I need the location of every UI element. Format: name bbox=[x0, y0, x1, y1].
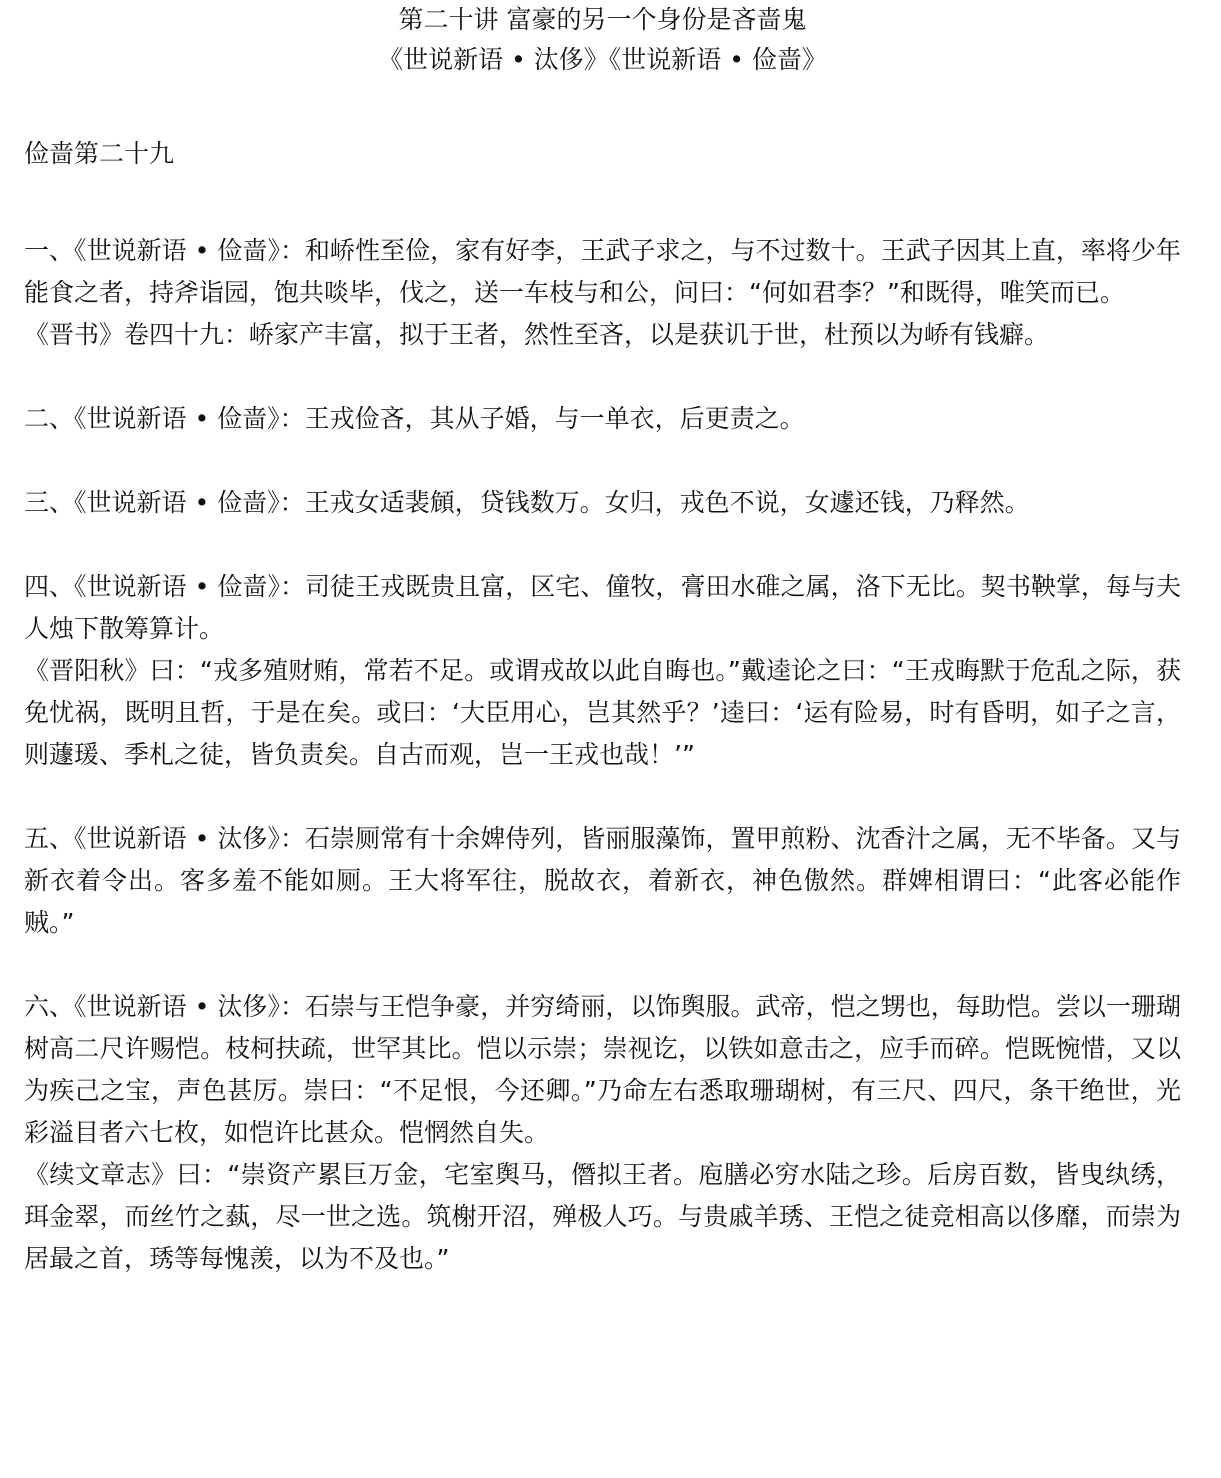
paragraph-5 bbox=[24, 818, 1181, 944]
paragraph-6-note: 《续文章志》曰：“崇资产累巨万金，宅室舆马，僭拟王者。庖膳必穷水陆之珍。后房百数，皆曳纨绣，珥金翠，而丝竹之蓺，尽一世之选。筑榭开沼，殚极人巧。与贵戚羊琇、王恺之徒竞相高以侈靡，而崇为居最之首，琇等每愧羡，以为不及也。” bbox=[24, 1160, 1181, 1273]
paragraph-2 bbox=[24, 398, 1181, 440]
paragraph-1-text: 一、《世说新语 • 俭啬》：和峤性至俭，家有好李，王武子求之，与不过数十。王武子因其上直，率将少年能食之者，持斧诣园，饱共啖毕，伐之，送一车枝与和公，问曰：“何如君李？”和既得，唯笑而已。 bbox=[24, 236, 1181, 307]
paragraph-2-text: 二、《世说新语 • 俭啬》：王戎俭吝，其从子婚，与一单衣，后更责之。 bbox=[24, 404, 805, 433]
page-subtitle: 《世说新语 • 汰侈》《世说新语 • 俭啬》 bbox=[378, 45, 827, 74]
paragraph-4-note: 《晋阳秋》曰：“戎多殖财贿，常若不足。或谓戎故以此自晦也。”戴逵论之曰：“王戎晦默于危乱之际，获免忧祸，既明且哲，于是在矣。或曰：‘大臣用心，岂其然乎？’逵曰：‘运有险易，时有昏明，如子之言，则蘧瑗、季札之徒，皆负责矣。自古而观，岂一王戎也哉！’” bbox=[24, 656, 1181, 769]
paragraph-6-text: 六、《世说新语 • 汰侈》：石崇与王恺争豪，并穷绮丽，以饰舆服。武帝，恺之甥也，每助恺。尝以一珊瑚树高二尺许赐恺。枝柯扶疏，世罕其比。恺以示崇；崇视讫，以铁如意击之，应手而碎。恺既惋惜，又以为疾己之宝，声色甚厉。崇曰：“不足恨，今还卿。”乃命左右悉取珊瑚树，有三尺、四尺，条干绝世，光彩溢目者六七枚，如恺许比甚众。恺惘然自失。 bbox=[24, 992, 1181, 1147]
page-title: 第二十讲 富豪的另一个身份是吝啬鬼 bbox=[398, 5, 807, 34]
section-heading: 俭啬第二十九 bbox=[24, 139, 175, 168]
paragraph-4-text: 四、《世说新语 • 俭啬》：司徒王戎既贵且富，区宅、僮牧，膏田水碓之属，洛下无比。契书鞅掌，每与夫人烛下散筹算计。 bbox=[24, 572, 1181, 643]
paragraph-3-text: 三、《世说新语 • 俭啬》：王戎女适裴頠，贷钱数万。女归，戎色不说，女遽还钱，乃释然。 bbox=[24, 488, 1030, 517]
paragraph-4 bbox=[24, 566, 1181, 776]
paragraph-5-text: 五、《世说新语 • 汰侈》：石崇厕常有十余婢侍列，皆丽服藻饰，置甲煎粉、沈香汁之属，无不毕备。又与新衣着令出。客多羞不能如厕。王大将军往，脱故衣，着新衣，神色傲然。群婢相谓曰：“此客必能作贼。” bbox=[24, 824, 1181, 937]
paragraph-3 bbox=[24, 482, 1181, 524]
paragraph-1-note: 《晋书》卷四十九：峤家产丰富，拟于王者，然性至吝，以是获讥于世，杜预以为峤有钱癖。 bbox=[24, 320, 1050, 349]
paragraph-6 bbox=[24, 986, 1181, 1280]
paragraph-1 bbox=[24, 230, 1181, 356]
